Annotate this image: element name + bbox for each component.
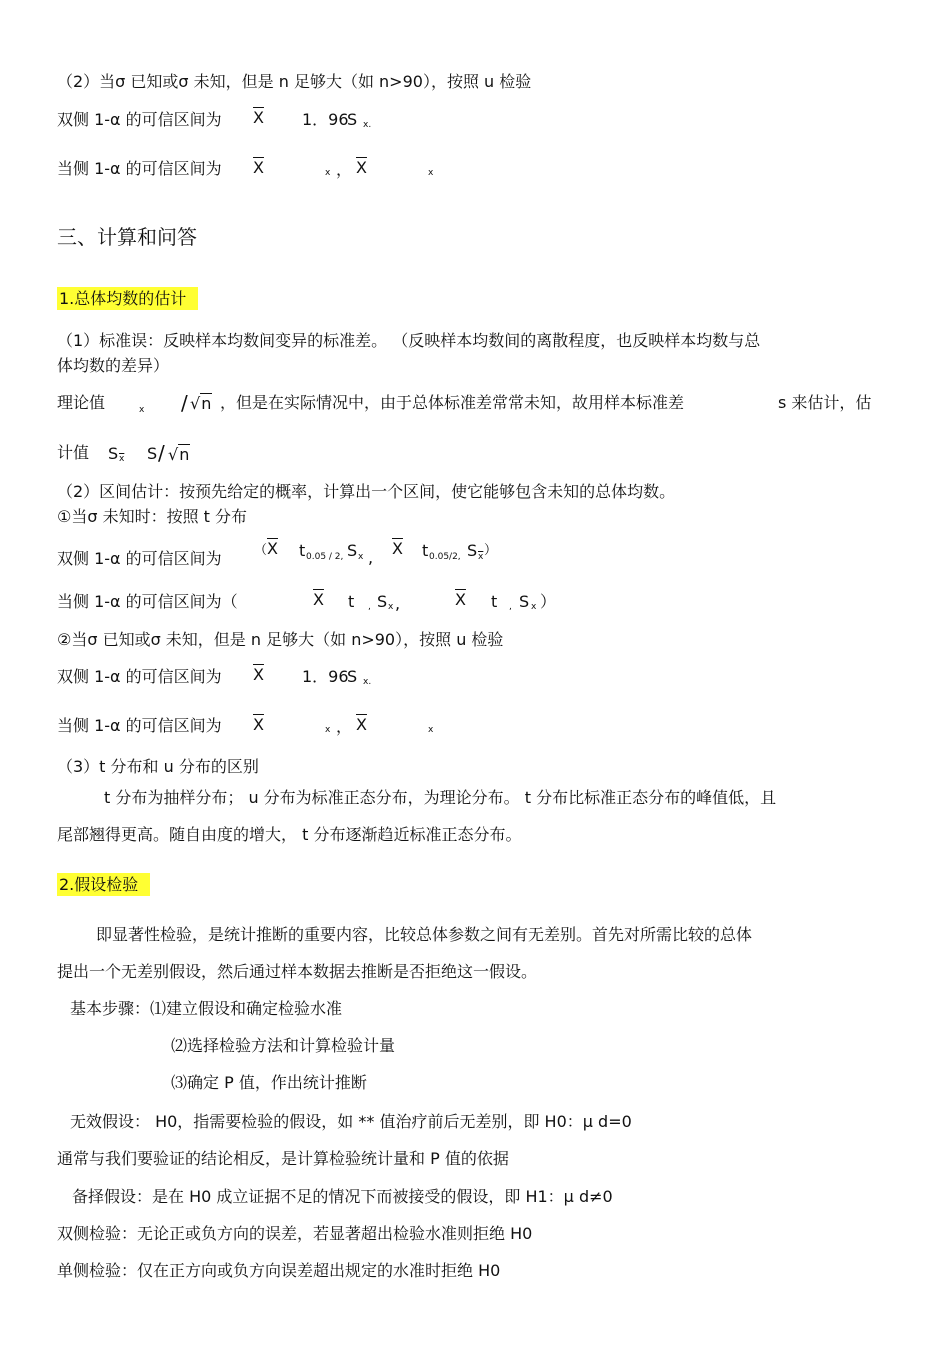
formula-comma: , [368,548,374,567]
heading-highlight [57,289,198,309]
formula-t-sub: 0.05/2, [429,552,461,562]
formula-comma: , [395,594,401,613]
formula-s: S [377,592,388,611]
formula-s: S [347,667,358,686]
text-line: （2）区间估计：按预先给定的概率，计算出一个区间，使它能够包含未知的总体均数。 [57,482,676,501]
formula-xbar: $\overline{X}$ [253,715,264,734]
formula-t-sub: 0.05 / 2, [306,552,344,562]
text-line: s 来估计，估 [778,393,872,412]
formula-slash: / [158,441,165,465]
text-line: 体均数的差异） [57,356,170,375]
formula-slash: / [181,391,188,415]
formula-n: n [179,445,190,464]
formula-s: S [147,444,158,463]
formula-sub: x [325,725,331,735]
formula-xbar: $\overline{X}$ [253,665,264,684]
text-line: ，但是在实际情况中，由于总体标准差常常未知，故用样本标准差 [220,393,685,412]
formula-sub: x. [363,120,372,130]
text-line: 双侧检验：无论正或负方向的误差，若显著超出检验水准则拒绝 H0 [57,1224,533,1243]
formula-comma: ， [336,160,353,179]
sqrt-n: √n [168,445,190,464]
formula-sub: x [325,168,331,178]
text-line: 无效假设： H0，指需要检验的假设，如 ** 值治疗前后无差别，即 H0：μ d=0 [70,1112,632,1131]
formula-sub: $\overline{x}$ [119,454,125,464]
text-line: ⑵选择检验方法和计算检验计量 [171,1036,396,1055]
formula-comma: ， [336,717,353,736]
formula-n: n [201,394,212,413]
formula-t: t [422,541,429,560]
formula-xbar: $\overline{X}$ [253,158,264,177]
text-line: 当侧 1-α 的可信区间为 [57,716,222,735]
formula-sub: x [428,725,434,735]
formula-sub-comma: , [509,602,512,612]
formula-t: t [348,592,355,611]
formula-sub: x. [363,677,372,687]
heading-text: 2.假设检验 [57,873,150,896]
text-line: 双侧 1-α 的可信区间为 [57,110,222,129]
formula-xbar: $\overline{X}$ [356,158,367,177]
text-line: 通常与我们要验证的结论相反，是计算检验统计量和 P 值的依据 [57,1149,509,1168]
formula-xbar: $\overline{X}$ [313,590,324,609]
formula-s: S [347,110,358,129]
formula-s: S [347,541,358,560]
formula-t: t [491,592,498,611]
formula-paren: ） [484,543,498,558]
text-line: 当侧 1-α 的可信区间为（ [57,592,238,611]
text-line: 计值 [57,443,90,462]
text-line: 即显著性检验，是统计推断的重要内容，比较总体参数之间有无差别。首先对所需比较的总体 [96,925,753,944]
text-line: ①当σ 未知时：按照 t 分布 [57,507,248,526]
text-line: （3）t 分布和 u 分布的区别 [57,757,259,776]
formula-sub: $\overline{x}$ [478,552,484,562]
text-line: 尾部翘得更高。随自由度的增大， t 分布逐渐趋近标准正态分布。 [57,825,522,844]
formula-paren: ） [540,592,557,611]
formula-s: S [467,541,478,560]
formula-sub: x [139,405,145,415]
formula-paren: （ [254,543,268,558]
formula-sub: x [388,602,394,612]
text-line: ②当σ 已知或σ 未知，但是 n 足够大（如 n>90），按照 u 检验 [57,630,504,649]
heading-text: 1.总体均数的估计 [57,287,198,310]
text-line: 双侧 1-α 的可信区间为 [57,667,222,686]
formula-z: 1．96 [302,110,349,129]
formula-s: S [108,444,119,463]
text-line: 单侧检验：仅在正方向或负方向误差超出规定的水准时拒绝 H0 [57,1261,501,1280]
formula-xbar: $\overline{X}$ [392,539,403,558]
text-line: ⑶确定 P 值，作出统计推断 [171,1073,367,1092]
formula-xbar: $\overline{X}$ [253,108,264,127]
text-line: 双侧 1-α 的可信区间为 [57,549,222,568]
text-line: 理论值 [57,393,106,412]
section-title: 三、计算和问答 [57,225,197,249]
formula-s: S [519,592,530,611]
text-line: （2）当σ 已知或σ 未知，但是 n 足够大（如 n>90），按照 u 检验 [57,72,532,91]
text-line: （1）标准误：反映样本均数间变异的标准差。 （反映样本均数间的离散程度，也反映样本均数与总 [57,331,761,350]
heading-highlight [57,875,150,895]
formula-xbar: $\overline{X}$ [267,539,278,558]
text-line: 提出一个无差别假设，然后通过样本数据去推断是否拒绝这一假设。 [57,962,538,981]
formula-z: 1．96 [302,667,349,686]
formula-sub: x [358,552,364,562]
text-line: 基本步骤：⑴建立假设和确定检验水准 [70,999,343,1018]
text-line: t 分布为抽样分布； u 分布为标准正态分布，为理论分布。 t 分布比标准正态分布的峰值低，且 [104,788,777,807]
text-line: 备择假设：是在 H0 成立证据不足的情况下而被接受的假设，即 H1：μ d≠0 [72,1187,613,1206]
text-line: 当侧 1-α 的可信区间为 [57,159,222,178]
formula-xbar: $\overline{X}$ [455,590,466,609]
formula-t: t [299,541,306,560]
formula-sub-comma: , [368,602,371,612]
formula-sub: x [531,602,537,612]
sqrt-n: √n [190,394,212,413]
formula-sub: x [428,168,434,178]
formula-xbar: $\overline{X}$ [356,715,367,734]
